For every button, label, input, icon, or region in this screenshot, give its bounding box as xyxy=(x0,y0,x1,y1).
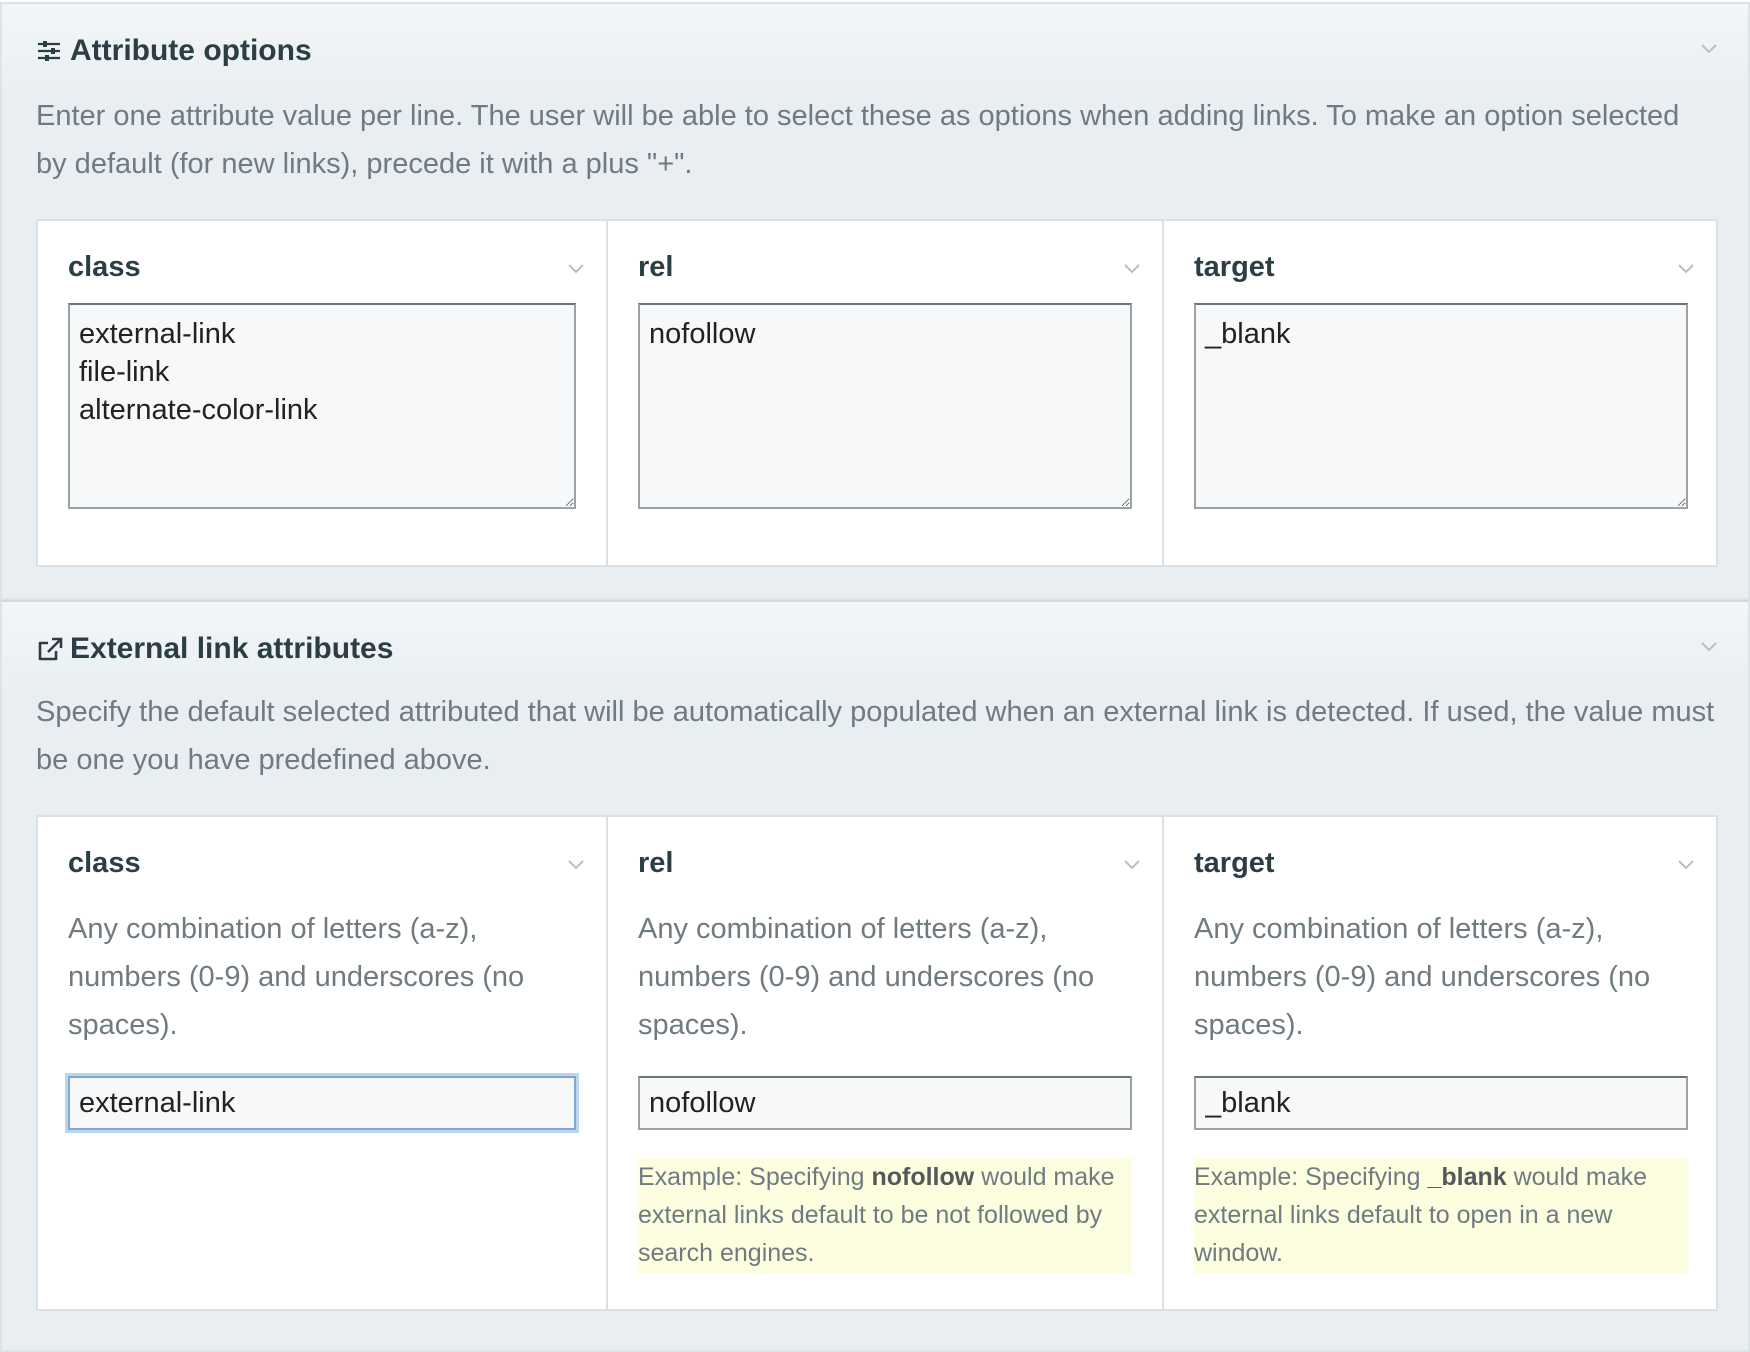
target-options-textarea[interactable] xyxy=(1194,303,1688,509)
external-attribute-rel xyxy=(608,817,1164,1309)
external-attribute-target xyxy=(1164,817,1716,1309)
field-label: class xyxy=(68,251,141,283)
field-label: rel xyxy=(638,251,674,283)
external-link-attributes-title-text: External link attributes xyxy=(70,632,394,665)
attribute-options-description: Enter one attribute value per line. The user will be able to select these as options when adding links. To make an option selected by default (for new links), precede it with a plus "+". xyxy=(36,100,1680,180)
external-link-attributes-header[interactable] xyxy=(2,602,1748,702)
attribute-option-target xyxy=(1164,221,1716,565)
chevron-down-icon[interactable] xyxy=(1700,640,1718,652)
chevron-down-icon[interactable] xyxy=(1678,857,1694,867)
external-link-attribute-fields xyxy=(36,815,1718,1311)
external-rel-input[interactable] xyxy=(638,1076,1132,1130)
chevron-down-icon[interactable] xyxy=(1124,857,1140,867)
chevron-down-icon[interactable] xyxy=(568,261,584,271)
external-link-attributes-description: Specify the default selected attributed that will be automatically populated when an external link is detected. If used, the value must be one you have predefined above. xyxy=(36,696,1715,776)
chevron-down-icon[interactable] xyxy=(1678,261,1694,271)
field-help-text: Any combination of letters (a-z), numbers (0-9) and underscores (no spaces). xyxy=(1194,913,1651,1041)
attribute-options-title xyxy=(36,34,312,68)
external-attribute-class xyxy=(38,817,608,1309)
attribute-option-rel xyxy=(608,221,1164,565)
example-suffix: would make external links default to be not followed by search engines. xyxy=(638,1163,1115,1267)
attribute-options-panel xyxy=(0,2,1750,600)
attribute-options-fields xyxy=(36,219,1718,567)
field-label: target xyxy=(1194,847,1275,879)
example-keyword: nofollow xyxy=(871,1163,975,1191)
external-link-icon xyxy=(36,636,62,662)
field-help-text: Any combination of letters (a-z), numbers (0-9) and underscores (no spaces). xyxy=(638,913,1095,1041)
field-label: target xyxy=(1194,251,1275,283)
target-example-note xyxy=(1194,1158,1688,1274)
external-target-input[interactable] xyxy=(1194,1076,1688,1130)
chevron-down-icon[interactable] xyxy=(568,857,584,867)
field-label: class xyxy=(68,847,141,879)
sliders-icon xyxy=(36,38,62,64)
example-prefix: Example: Specifying xyxy=(638,1163,872,1191)
attribute-options-header[interactable] xyxy=(2,4,1748,104)
field-help-text: Any combination of letters (a-z), numbers (0-9) and underscores (no spaces). xyxy=(68,913,525,1041)
external-class-input[interactable] xyxy=(68,1076,576,1130)
rel-example-note xyxy=(638,1158,1132,1274)
example-prefix: Example: Specifying xyxy=(1194,1163,1428,1191)
attribute-option-class xyxy=(38,221,608,565)
external-link-attributes-title xyxy=(36,632,393,666)
field-label: rel xyxy=(638,847,674,879)
attribute-options-title-text: Attribute options xyxy=(70,34,312,67)
class-options-textarea[interactable] xyxy=(68,303,576,509)
example-keyword: _blank xyxy=(1427,1163,1507,1191)
chevron-down-icon[interactable] xyxy=(1124,261,1140,271)
rel-options-textarea[interactable] xyxy=(638,303,1132,509)
external-link-attributes-panel xyxy=(0,600,1750,1352)
chevron-down-icon[interactable] xyxy=(1700,42,1718,54)
example-suffix: would make external links default to open in a new window. xyxy=(1194,1163,1648,1267)
